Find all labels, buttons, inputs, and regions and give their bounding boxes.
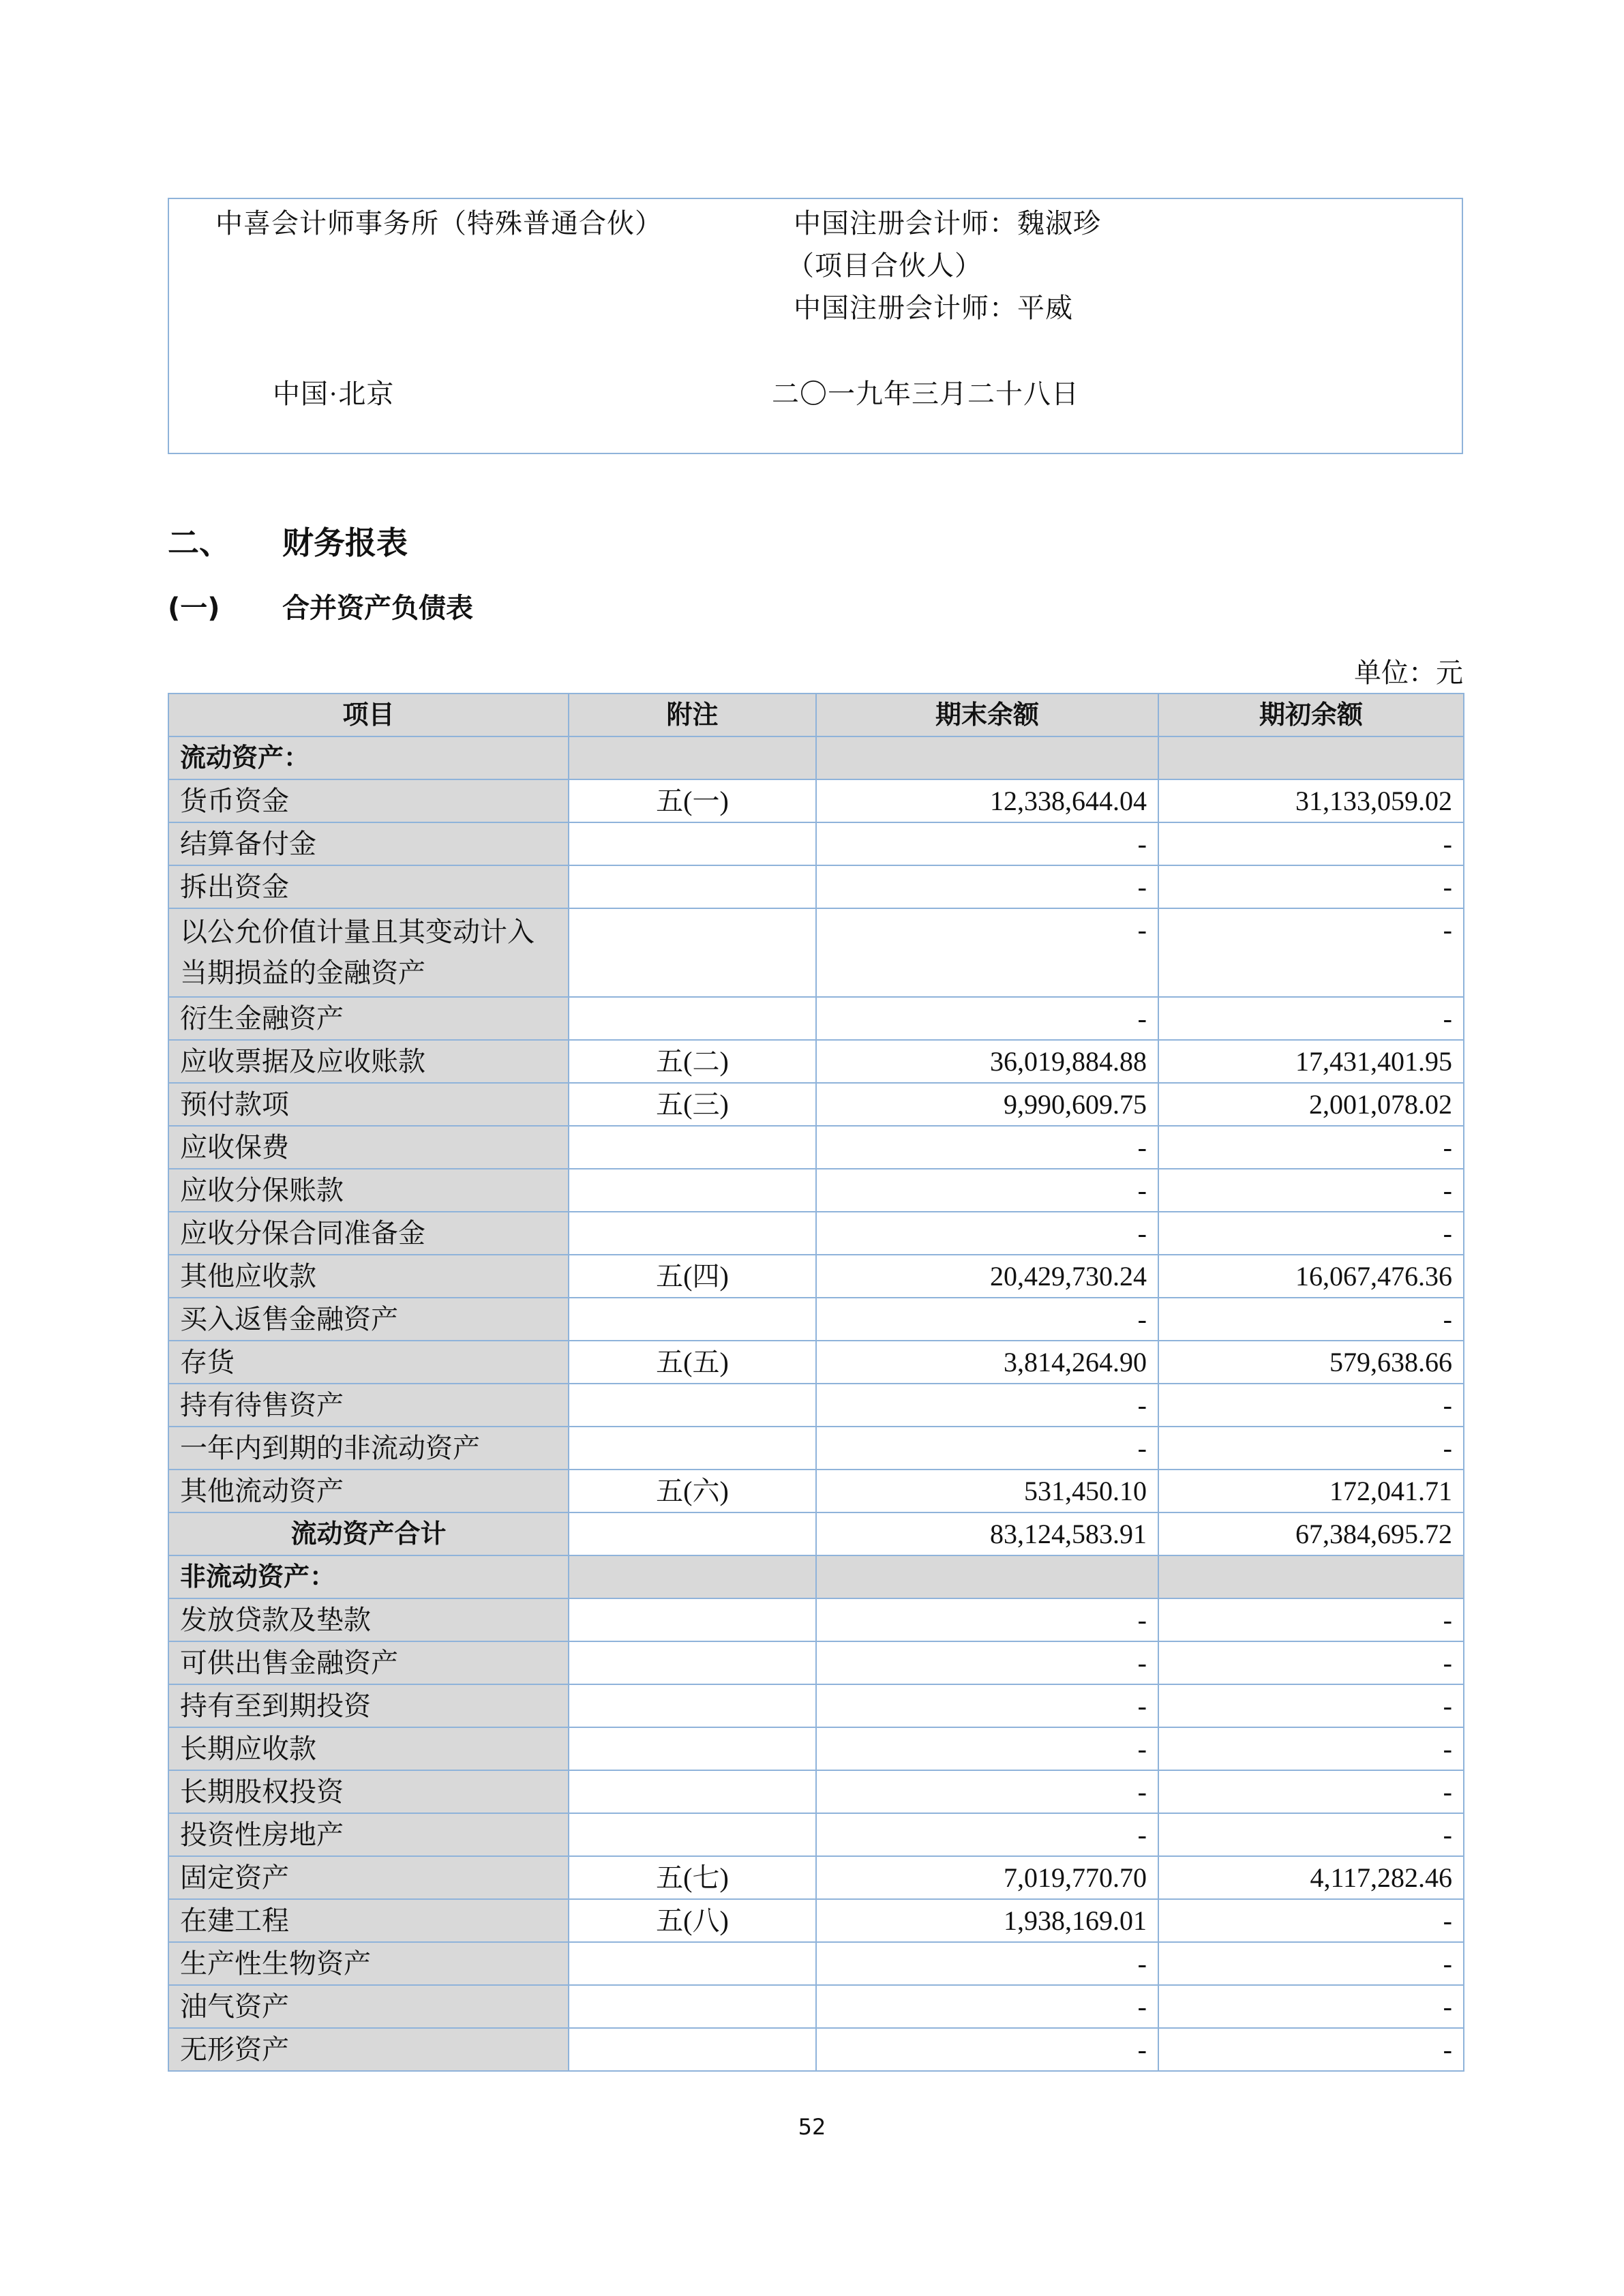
row-note: 五(七)	[569, 1856, 816, 1899]
row-item: 应收票据及应收账款	[168, 1040, 569, 1083]
row-beginning-balance: -	[1158, 1899, 1464, 1942]
row-item: 结算备付金	[168, 822, 569, 865]
row-item: 生产性生物资产	[168, 1942, 569, 1985]
row-beginning-balance: -	[1158, 1169, 1464, 1212]
table-total-row	[168, 1512, 1464, 1555]
table-row	[168, 1470, 1464, 1512]
row-item: 衍生金融资产	[168, 997, 569, 1040]
row-beginning-balance: -	[1158, 1727, 1464, 1770]
row-beginning-balance	[1158, 1555, 1464, 1598]
cpa-signature-2: 中国注册会计师：平威	[794, 293, 1073, 323]
audit-firm-name: 中喜会计师事务所（特殊普通合伙）	[215, 208, 663, 239]
row-beginning-balance: -	[1158, 1126, 1464, 1169]
row-note	[569, 1684, 816, 1727]
row-note	[569, 1169, 816, 1212]
table-row	[168, 1212, 1464, 1255]
row-ending-balance: 3,814,264.90	[816, 1341, 1158, 1384]
table-row	[168, 865, 1464, 908]
row-item: 发放贷款及垫款	[168, 1598, 569, 1641]
table-section-row	[168, 1555, 1464, 1598]
row-note	[569, 908, 816, 997]
row-beginning-balance: 31,133,059.02	[1158, 779, 1464, 822]
row-note	[569, 1427, 816, 1470]
row-beginning-balance: -	[1158, 822, 1464, 865]
table-row	[168, 1427, 1464, 1470]
table-row	[168, 1298, 1464, 1341]
cpa-1-role: （项目合伙人）	[787, 250, 982, 281]
row-note	[569, 1985, 816, 2028]
row-ending-balance: 1,938,169.01	[816, 1899, 1158, 1942]
row-beginning-balance: -	[1158, 1684, 1464, 1727]
row-note	[569, 1512, 816, 1555]
row-note	[569, 736, 816, 779]
header-item: 项目	[168, 694, 569, 736]
currency-unit: 单位：元	[1354, 657, 1463, 688]
cpa-signature-1: 中国注册会计师：魏淑珍	[794, 208, 1101, 239]
row-ending-balance: -	[816, 865, 1158, 908]
row-beginning-balance: -	[1158, 1212, 1464, 1255]
row-beginning-balance: -	[1158, 1598, 1464, 1641]
table-row	[168, 908, 1464, 997]
row-item: 存货	[168, 1341, 569, 1384]
table-row	[168, 1813, 1464, 1856]
table-row	[168, 1641, 1464, 1684]
signature-block	[168, 198, 1463, 454]
table-row	[168, 1985, 1464, 2028]
row-note	[569, 822, 816, 865]
row-item: 其他应收款	[168, 1255, 569, 1298]
row-note: 五(八)	[569, 1899, 816, 1942]
row-item: 应收分保账款	[168, 1169, 569, 1212]
row-beginning-balance: 2,001,078.02	[1158, 1083, 1464, 1126]
table-row	[168, 1169, 1464, 1212]
table-row	[168, 997, 1464, 1040]
signature-location: 中国·北京	[273, 378, 395, 409]
row-beginning-balance: 579,638.66	[1158, 1341, 1464, 1384]
row-ending-balance: -	[816, 1169, 1158, 1212]
header-note: 附注	[569, 694, 816, 736]
row-ending-balance	[816, 736, 1158, 779]
row-note	[569, 1813, 816, 1856]
row-ending-balance: 12,338,644.04	[816, 779, 1158, 822]
row-item: 一年内到期的非流动资产	[168, 1427, 569, 1470]
row-beginning-balance: -	[1158, 1427, 1464, 1470]
row-item: 流动资产：	[168, 736, 569, 779]
row-item: 其他流动资产	[168, 1470, 569, 1512]
signature-date: 二〇一九年三月二十八日	[772, 378, 1079, 409]
row-note	[569, 1212, 816, 1255]
row-ending-balance: -	[816, 2028, 1158, 2071]
row-item: 货币资金	[168, 779, 569, 822]
row-ending-balance: -	[816, 997, 1158, 1040]
row-item: 固定资产	[168, 1856, 569, 1899]
row-item: 应收保费	[168, 1126, 569, 1169]
row-note	[569, 1770, 816, 1813]
row-item: 持有至到期投资	[168, 1684, 569, 1727]
row-ending-balance: -	[816, 1641, 1158, 1684]
row-note: 五(六)	[569, 1470, 816, 1512]
table-row	[168, 1770, 1464, 1813]
balance-sheet-table	[168, 693, 1464, 2072]
row-note	[569, 865, 816, 908]
row-item: 拆出资金	[168, 865, 569, 908]
table-row	[168, 1899, 1464, 1942]
row-ending-balance: 83,124,583.91	[816, 1512, 1158, 1555]
row-ending-balance: 9,990,609.75	[816, 1083, 1158, 1126]
row-note	[569, 1384, 816, 1427]
row-item: 无形资产	[168, 2028, 569, 2071]
table-row	[168, 1255, 1464, 1298]
row-item: 油气资产	[168, 1985, 569, 2028]
row-beginning-balance: 17,431,401.95	[1158, 1040, 1464, 1083]
row-ending-balance: 7,019,770.70	[816, 1856, 1158, 1899]
row-note	[569, 1298, 816, 1341]
row-item: 流动资产合计	[168, 1512, 569, 1555]
table-header-row	[168, 694, 1464, 736]
row-beginning-balance: -	[1158, 1770, 1464, 1813]
row-ending-balance: 36,019,884.88	[816, 1040, 1158, 1083]
row-ending-balance: -	[816, 1684, 1158, 1727]
row-note	[569, 1727, 816, 1770]
row-beginning-balance: -	[1158, 1813, 1464, 1856]
row-note	[569, 1126, 816, 1169]
row-item: 应收分保合同准备金	[168, 1212, 569, 1255]
table-row	[168, 1040, 1464, 1083]
row-note	[569, 1555, 816, 1598]
row-ending-balance: -	[816, 1985, 1158, 2028]
row-ending-balance: -	[816, 822, 1158, 865]
row-note	[569, 1598, 816, 1641]
row-beginning-balance: 172,041.71	[1158, 1470, 1464, 1512]
row-beginning-balance: 67,384,695.72	[1158, 1512, 1464, 1555]
row-beginning-balance: -	[1158, 1384, 1464, 1427]
table-row	[168, 1083, 1464, 1126]
table-row	[168, 2028, 1464, 2071]
row-note: 五(四)	[569, 1255, 816, 1298]
row-beginning-balance: -	[1158, 997, 1464, 1040]
row-ending-balance: -	[816, 1384, 1158, 1427]
row-beginning-balance: -	[1158, 1942, 1464, 1985]
row-item: 长期股权投资	[168, 1770, 569, 1813]
row-ending-balance: -	[816, 1727, 1158, 1770]
row-beginning-balance: 4,117,282.46	[1158, 1856, 1464, 1899]
row-item: 买入返售金融资产	[168, 1298, 569, 1341]
row-item: 投资性房地产	[168, 1813, 569, 1856]
section-heading	[168, 518, 408, 563]
row-beginning-balance: -	[1158, 1985, 1464, 2028]
row-beginning-balance	[1158, 736, 1464, 779]
row-item: 可供出售金融资产	[168, 1641, 569, 1684]
row-item: 非流动资产：	[168, 1555, 569, 1598]
page-number: 52	[798, 2114, 826, 2140]
row-beginning-balance: -	[1158, 908, 1464, 997]
table-row	[168, 1384, 1464, 1427]
section-number: 二、	[168, 524, 230, 561]
row-ending-balance: 20,429,730.24	[816, 1255, 1158, 1298]
row-beginning-balance: -	[1158, 1641, 1464, 1684]
table-row	[168, 1942, 1464, 1985]
section-title: 财务报表	[282, 524, 408, 561]
row-ending-balance: -	[816, 1298, 1158, 1341]
table-row	[168, 1727, 1464, 1770]
row-item: 持有待售资产	[168, 1384, 569, 1427]
row-item: 长期应收款	[168, 1727, 569, 1770]
row-ending-balance: -	[816, 1813, 1158, 1856]
table-row	[168, 1126, 1464, 1169]
table-row	[168, 822, 1464, 865]
row-ending-balance: -	[816, 1212, 1158, 1255]
header-ending-balance: 期末余额	[816, 694, 1158, 736]
row-beginning-balance: -	[1158, 2028, 1464, 2071]
row-note	[569, 1942, 816, 1985]
row-beginning-balance: -	[1158, 865, 1464, 908]
row-beginning-balance: 16,067,476.36	[1158, 1255, 1464, 1298]
table-section-row	[168, 736, 1464, 779]
row-ending-balance	[816, 1555, 1158, 1598]
row-beginning-balance: -	[1158, 1298, 1464, 1341]
subsection-heading	[168, 586, 473, 625]
table-row	[168, 1598, 1464, 1641]
row-note: 五(三)	[569, 1083, 816, 1126]
row-note	[569, 997, 816, 1040]
row-ending-balance: 531,450.10	[816, 1470, 1158, 1512]
row-ending-balance: -	[816, 1942, 1158, 1985]
row-item: 在建工程	[168, 1899, 569, 1942]
table-row	[168, 1856, 1464, 1899]
row-note: 五(五)	[569, 1341, 816, 1384]
row-ending-balance: -	[816, 908, 1158, 997]
row-note	[569, 1641, 816, 1684]
header-beginning-balance: 期初余额	[1158, 694, 1464, 736]
row-note: 五(一)	[569, 779, 816, 822]
row-item: 预付款项	[168, 1083, 569, 1126]
table-row	[168, 1684, 1464, 1727]
row-note: 五(二)	[569, 1040, 816, 1083]
subsection-number: (一)	[168, 593, 220, 624]
row-note	[569, 2028, 816, 2071]
subsection-title: 合并资产负债表	[282, 593, 473, 624]
row-ending-balance: -	[816, 1427, 1158, 1470]
table-row	[168, 1341, 1464, 1384]
row-ending-balance: -	[816, 1770, 1158, 1813]
row-ending-balance: -	[816, 1598, 1158, 1641]
row-ending-balance: -	[816, 1126, 1158, 1169]
row-item: 以公允价值计量且其变动计入当期损益的金融资产	[168, 908, 569, 997]
table-row	[168, 779, 1464, 822]
